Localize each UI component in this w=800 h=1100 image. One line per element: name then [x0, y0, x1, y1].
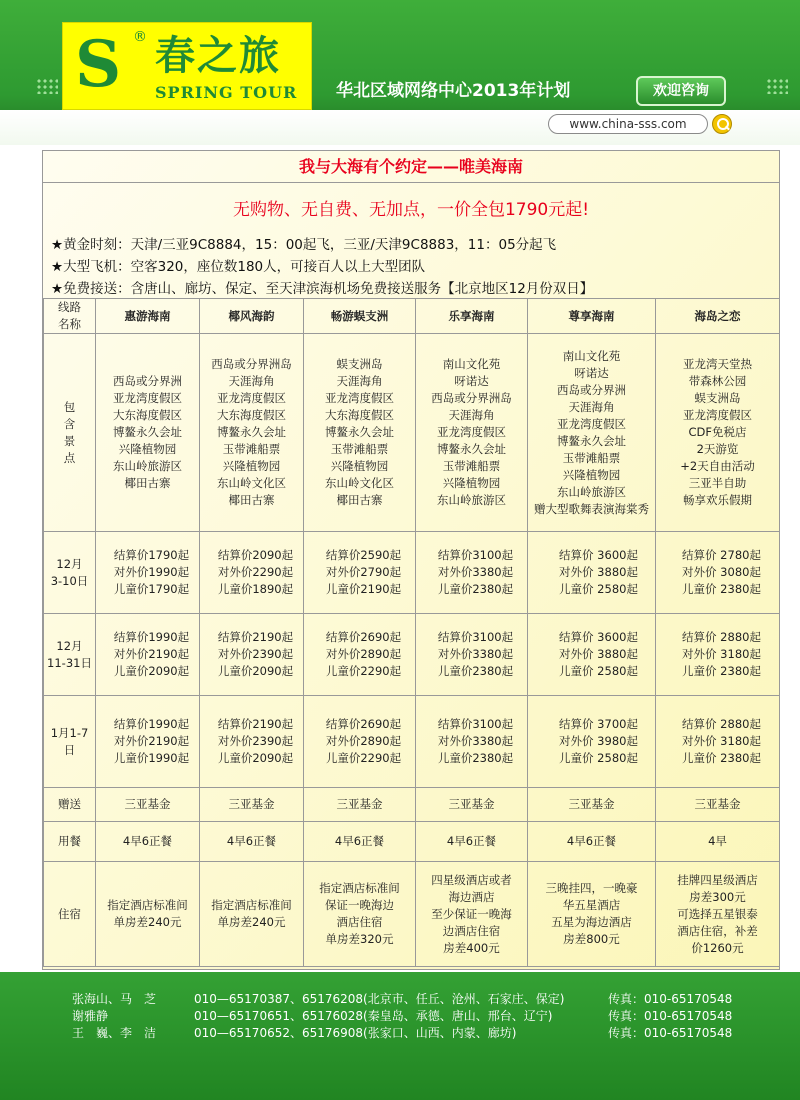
spot-item: 东山岭旅游区 — [557, 484, 626, 499]
spot-item: 畅享欢乐假期 — [683, 493, 752, 507]
stay-cell — [304, 862, 416, 967]
spot-item: 亚龙湾度假区 — [325, 391, 394, 405]
public-price: 对外价 3180起 — [682, 734, 761, 748]
stay-line: 至少保证一晚海 — [431, 906, 512, 921]
public-price: 对外价1990起 — [113, 565, 190, 579]
price-row — [44, 696, 780, 788]
price-cell — [528, 532, 656, 614]
price-row — [44, 532, 780, 614]
public-price: 对外价 3980起 — [559, 734, 638, 748]
public-price: 对外价 3880起 — [559, 647, 638, 661]
price-cell — [416, 614, 528, 696]
settle-price: 结算价 2880起 — [682, 717, 761, 731]
child-price: 儿童价2380起 — [437, 664, 514, 678]
period-label-line: 12月 — [56, 556, 83, 571]
settle-price: 结算价 3600起 — [559, 548, 638, 562]
stay-row — [44, 862, 780, 967]
child-price: 儿童价1790起 — [113, 582, 190, 596]
period-label-line: 日 — [63, 742, 76, 757]
stay-line: 酒店住宿，补差 — [677, 923, 758, 938]
stay-line: 单房差240元 — [217, 915, 286, 929]
contact-fax: 传真：010-65170548 — [608, 1009, 733, 1023]
child-price: 儿童价2290起 — [325, 751, 402, 765]
route-name: 海岛之恋 — [656, 299, 780, 334]
spots-cell — [96, 334, 200, 532]
settle-price: 结算价 2780起 — [682, 548, 761, 562]
stay-line: 指定酒店标准间 — [319, 881, 400, 895]
info-transfer: ★免费接送：含唐山、廊坊、保定、至天津滨海机场免费接送服务【北京地区12月份双日】 — [51, 281, 594, 297]
period-label — [44, 696, 96, 788]
spot-item: 博鳌永久会址 — [437, 442, 506, 456]
public-price: 对外价3380起 — [437, 734, 514, 748]
spot-item: 东山岭文化区 — [325, 476, 394, 490]
spots-label-char: 点 — [63, 450, 76, 465]
stay-line: 可选择五星银泰 — [677, 906, 758, 921]
price-cell — [416, 696, 528, 788]
info-flight-time: ★黄金时刻：天津/三亚9C8884，15：00起飞，三亚/天津9C8883，11：05分起飞 — [51, 237, 557, 253]
spot-item: 呀诺达 — [574, 365, 609, 380]
logo-mark: S — [75, 27, 122, 102]
spot-item: 玉带滩船票 — [442, 459, 501, 473]
route-name: 乐享海南 — [416, 299, 528, 334]
contact-row — [72, 990, 733, 1007]
spots-cell — [656, 334, 780, 532]
spot-item: 天涯海角 — [568, 399, 615, 414]
stay-cell — [96, 862, 200, 967]
spot-item: 蜈支洲岛 — [336, 357, 383, 371]
public-price: 对外价2290起 — [217, 565, 294, 579]
settle-price: 结算价1990起 — [113, 717, 190, 731]
spot-item: 博鳌永久会址 — [217, 425, 286, 439]
spots-label-char: 包 — [63, 399, 76, 414]
spot-item: 天涯海角 — [228, 374, 275, 388]
spot-item: 西岛或分界洲 — [113, 374, 182, 388]
gift-cell: 三亚基金 — [96, 788, 200, 822]
spot-item: 玉带滩船票 — [330, 442, 389, 456]
gift-cell: 三亚基金 — [200, 788, 304, 822]
meal-row — [44, 822, 780, 862]
spot-item: 大东海度假区 — [217, 408, 286, 422]
settle-price: 结算价2090起 — [217, 548, 294, 562]
settle-price: 结算价3100起 — [437, 717, 514, 731]
child-price: 儿童价2380起 — [437, 751, 514, 765]
spot-item: 带森林公园 — [688, 374, 747, 388]
meal-cell: 4早6正餐 — [416, 822, 528, 862]
public-price: 对外价2190起 — [113, 734, 190, 748]
spots-cell — [416, 334, 528, 532]
stay-line: 指定酒店标准间 — [107, 898, 188, 912]
stay-line: 边酒店住宿 — [442, 923, 501, 938]
settle-price: 结算价 3600起 — [559, 630, 638, 644]
spot-item: 蜈支洲岛 — [694, 391, 741, 405]
spot-item: 亚龙湾天堂热 — [683, 357, 752, 371]
stay-cell — [416, 862, 528, 967]
spot-item: 博鳌永久会址 — [557, 433, 626, 448]
spot-item: 兴隆植物园 — [442, 476, 501, 490]
contact-phone[interactable]: 010—65170387、65176208(北京市、任丘、沧州、石家庄、保定) — [194, 992, 565, 1006]
settle-price: 结算价1790起 — [113, 548, 190, 562]
gift-cell: 三亚基金 — [656, 788, 780, 822]
price-headline: 无购物、无自费、无加点，一价全包1790元起! — [232, 200, 590, 220]
stay-line: 单房差240元 — [113, 915, 182, 929]
route-name-label — [44, 299, 96, 334]
stay-line: 四星级酒店或者 — [431, 872, 512, 887]
price-cell — [304, 614, 416, 696]
child-price: 儿童价 2580起 — [559, 582, 638, 596]
stay-cell — [200, 862, 304, 967]
public-price: 对外价3380起 — [437, 647, 514, 661]
stay-line: 指定酒店标准间 — [211, 898, 292, 912]
plan-title: 华北区域网络中心2013年计划 — [336, 81, 571, 101]
logo-english-name: SPRING TOUR — [155, 83, 298, 102]
route-name: 惠游海南 — [96, 299, 200, 334]
public-price: 对外价2790起 — [325, 565, 402, 579]
spot-item: 南山文化苑 — [562, 348, 621, 363]
logo-chinese-name: 春之旅 — [155, 33, 281, 79]
spot-item: 天涯海角 — [336, 374, 383, 388]
child-price: 儿童价 2380起 — [682, 751, 761, 765]
price-cell — [528, 696, 656, 788]
spot-item: 兴隆植物园 — [222, 459, 281, 473]
spot-item: 椰田古寨 — [228, 493, 275, 507]
public-price: 对外价2190起 — [113, 647, 190, 661]
price-cell — [304, 532, 416, 614]
spot-item: 东山岭旅游区 — [437, 493, 506, 507]
price-cell — [200, 696, 304, 788]
settle-price: 结算价2690起 — [325, 630, 402, 644]
contact-names: 谢雅静 — [72, 1009, 109, 1023]
website-url[interactable]: www.china-sss.com — [548, 114, 708, 134]
spot-item: 西岛或分界洲岛 — [211, 357, 292, 371]
spots-label-char: 景 — [63, 433, 76, 448]
info-aircraft: ★大型飞机：空客320，座位数180人，可接百人以上大型团队 — [51, 259, 426, 275]
price-cell — [528, 614, 656, 696]
gift-cell: 三亚基金 — [528, 788, 656, 822]
child-price: 儿童价 2380起 — [682, 664, 761, 678]
settle-price: 结算价3100起 — [437, 548, 514, 562]
price-cell — [200, 532, 304, 614]
spot-item: 亚龙湾度假区 — [683, 408, 752, 422]
spot-item: 椰田古寨 — [124, 476, 171, 490]
spot-item: 赠大型歌舞表演海棠秀 — [534, 501, 649, 516]
price-cell — [96, 696, 200, 788]
public-price: 对外价2390起 — [217, 734, 294, 748]
spot-item: +2天自由活动 — [680, 459, 755, 473]
spot-item: 玉带滩船票 — [562, 450, 621, 465]
gift-label: 赠送 — [44, 788, 96, 822]
trip-panel — [42, 150, 780, 970]
period-label — [44, 532, 96, 614]
spot-item: 西岛或分界洲 — [557, 382, 626, 397]
child-price: 儿童价 2580起 — [559, 664, 638, 678]
price-row — [44, 614, 780, 696]
meal-label: 用餐 — [44, 822, 96, 862]
route-name: 椰风海韵 — [200, 299, 304, 334]
price-cell — [304, 696, 416, 788]
period-label-line: 1月1-7 — [50, 725, 89, 740]
child-price: 儿童价2190起 — [325, 582, 402, 596]
stay-line: 三晚挂四，一晚豪 — [545, 881, 638, 895]
stay-line: 房差300元 — [689, 889, 746, 904]
spot-item: CDF免税店 — [688, 425, 747, 439]
spot-item: 2天游览 — [696, 442, 739, 456]
stay-cell — [528, 862, 656, 967]
stay-line: 酒店住宿 — [336, 915, 383, 929]
settle-price: 结算价 3700起 — [559, 717, 638, 731]
contact-row — [72, 1007, 733, 1024]
stay-line: 房差800元 — [563, 932, 620, 946]
spots-row — [44, 334, 780, 532]
spots-label — [44, 334, 96, 532]
stay-line: 华五星酒店 — [562, 898, 621, 912]
spot-item: 亚龙湾度假区 — [437, 425, 506, 439]
spots-label-char: 含 — [63, 416, 76, 431]
contact-names: 张海山、马 芝 — [72, 992, 157, 1006]
price-cell — [200, 614, 304, 696]
child-price: 儿童价2090起 — [113, 664, 190, 678]
route-label-line: 名称 — [58, 317, 81, 331]
child-price: 儿童价2380起 — [437, 582, 514, 596]
contact-row — [72, 1024, 733, 1041]
spot-item: 椰田古寨 — [336, 493, 383, 507]
dots-decoration-right — [766, 78, 788, 94]
stay-label: 住宿 — [44, 862, 96, 967]
child-price: 儿童价2290起 — [325, 664, 402, 678]
gift-row — [44, 788, 780, 822]
spot-item: 博鳌永久会址 — [113, 425, 182, 439]
child-price: 儿童价 2380起 — [682, 582, 761, 596]
spot-item: 西岛或分界洲岛 — [431, 391, 512, 405]
child-price: 儿童价2090起 — [217, 664, 294, 678]
meal-cell: 4早 — [656, 822, 780, 862]
spot-item: 亚龙湾度假区 — [217, 391, 286, 405]
settle-price: 结算价2690起 — [325, 717, 402, 731]
spot-item: 玉带滩船票 — [222, 442, 281, 456]
table-header-row — [44, 299, 780, 334]
public-price: 对外价2890起 — [325, 647, 402, 661]
stay-line: 挂牌四星级酒店 — [677, 872, 758, 887]
spot-item: 亚龙湾度假区 — [557, 416, 626, 431]
contact-fax: 传真：010-65170548 — [608, 1026, 733, 1040]
spot-item: 东山岭文化区 — [217, 476, 286, 490]
price-cell — [416, 532, 528, 614]
child-price: 儿童价 2580起 — [559, 751, 638, 765]
spot-item: 大东海度假区 — [325, 408, 394, 422]
meal-cell: 4早6正餐 — [528, 822, 656, 862]
child-price: 儿童价1990起 — [113, 751, 190, 765]
spots-cell — [304, 334, 416, 532]
contact-phone[interactable]: 010—65170652、65176908(张家口、山西、内蒙、廊坊) — [194, 1026, 517, 1040]
spot-item: 东山岭旅游区 — [113, 459, 182, 473]
stay-line: 海边酒店 — [448, 889, 495, 904]
consult-button[interactable]: 欢迎咨询 — [636, 76, 726, 106]
public-price: 对外价 3180起 — [682, 647, 761, 661]
spots-cell — [200, 334, 304, 532]
period-label-line: 3-10日 — [50, 573, 89, 588]
period-label — [44, 614, 96, 696]
header-banner — [0, 0, 800, 145]
public-price: 对外价 3880起 — [559, 565, 638, 579]
contact-phone[interactable]: 010—65170651、65176028(秦皇岛、承德、唐山、邢台、辽宁) — [194, 1009, 553, 1023]
search-icon[interactable] — [712, 114, 732, 134]
registered-mark: ® — [133, 29, 147, 45]
spot-item: 大东海度假区 — [113, 408, 182, 422]
dots-decoration-left — [36, 78, 58, 94]
gift-cell: 三亚基金 — [304, 788, 416, 822]
public-price: 对外价 3080起 — [682, 565, 761, 579]
spot-item: 兴隆植物园 — [562, 467, 621, 482]
route-name: 畅游蜈支洲 — [304, 299, 416, 334]
spot-item: 博鳌永久会址 — [325, 425, 394, 439]
settle-price: 结算价2190起 — [217, 717, 294, 731]
meal-cell: 4早6正餐 — [96, 822, 200, 862]
spot-item: 亚龙湾度假区 — [113, 391, 182, 405]
spot-item: 兴隆植物园 — [118, 442, 177, 456]
route-name: 尊享海南 — [528, 299, 656, 334]
gift-cell: 三亚基金 — [416, 788, 528, 822]
spot-item: 呀诺达 — [454, 374, 489, 388]
price-cell — [656, 696, 780, 788]
route-table — [43, 298, 780, 967]
spot-item: 天涯海角 — [448, 408, 495, 422]
stay-line: 房差400元 — [443, 940, 500, 955]
logo[interactable] — [62, 22, 312, 110]
stay-line: 保证一晚海边 — [325, 898, 394, 912]
period-label-line: 11-31日 — [47, 655, 92, 670]
price-cell — [96, 532, 200, 614]
trip-title: 我与大海有个约定——唯美海南 — [43, 151, 779, 183]
contact-fax: 传真：010-65170548 — [608, 992, 733, 1006]
meal-cell: 4早6正餐 — [200, 822, 304, 862]
stay-line: 五星为海边酒店 — [551, 915, 632, 929]
price-cell — [96, 614, 200, 696]
spots-cell — [528, 334, 656, 532]
settle-price: 结算价2590起 — [325, 548, 402, 562]
stay-line: 单房差320元 — [325, 932, 394, 946]
settle-price: 结算价1990起 — [113, 630, 190, 644]
spot-item: 三亚半自助 — [688, 476, 747, 490]
public-price: 对外价2890起 — [325, 734, 402, 748]
child-price: 儿童价1890起 — [217, 582, 294, 596]
spot-item: 南山文化苑 — [442, 357, 501, 371]
settle-price: 结算价 2880起 — [682, 630, 761, 644]
period-label-line: 12月 — [56, 638, 83, 653]
settle-price: 结算价2190起 — [217, 630, 294, 644]
child-price: 儿童价2090起 — [217, 751, 294, 765]
meal-cell: 4早6正餐 — [304, 822, 416, 862]
spot-item: 兴隆植物园 — [330, 459, 389, 473]
settle-price: 结算价3100起 — [437, 630, 514, 644]
contact-names: 王 巍、李 洁 — [72, 1026, 157, 1040]
price-cell — [656, 614, 780, 696]
price-cell — [656, 532, 780, 614]
route-label-line: 线路 — [58, 300, 81, 314]
public-price: 对外价2390起 — [217, 647, 294, 661]
stay-line: 价1260元 — [691, 940, 744, 955]
stay-cell — [656, 862, 780, 967]
public-price: 对外价3380起 — [437, 565, 514, 579]
